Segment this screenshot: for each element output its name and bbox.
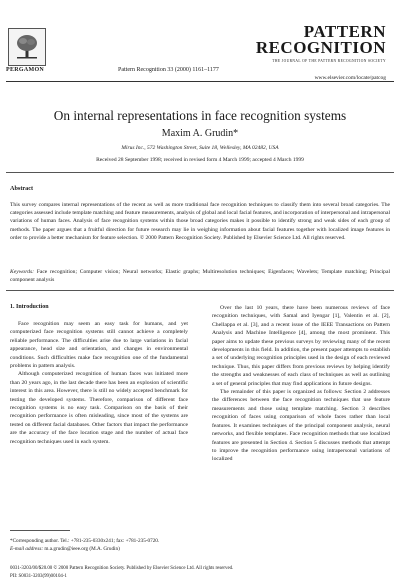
abstract-bottom-rule [6,290,394,291]
copyright-line: 0031-3203/00/$20.00 © 2000 Pattern Recognition Society. Published by Elsevier Science Ltd. All rights reserved. [10,566,234,571]
article-title: On internal representations in face recognition systems [53,108,347,123]
footnote-rule [10,530,70,531]
journal-title [256,24,386,56]
footnote-email[interactable]: m.a.grudin@ieee.org (M.A. Grudin) [44,546,120,552]
left-column [10,320,188,446]
author-affiliation: Mirus Inc., 572 Washington Street, Suite 18, Wellesley, MA 02482, USA [121,145,279,151]
pii-line: PII: S0031-3203(99)00104-1 [10,574,67,579]
journal-title-line1: PATTERN [303,22,386,41]
article-author: Maxim A. Grudin* [161,128,239,139]
publisher-logo [8,28,46,66]
tree-icon [15,33,39,59]
keywords-label: Keywords: [10,269,35,275]
footnote [10,537,188,553]
journal-url[interactable]: www.elsevier.com/locate/patcog [314,75,386,81]
received-dates: Received 28 September 1998; received in revised form 4 March 1999; accepted 4 March 1999 [96,157,304,163]
paragraph: Although computerized recognition of human faces was initiated more than 20 years ago, in the last decade there has been an explosion of scientific interest in this area. However, there is still no widely accepted benchmark for testing the developed systems. Therefore, comparison of different face recognition systems is no easy task. Comparison on the basis of their recognition performance is often misleading, since most of the systems are tested on different facial databases. Other factors that impact the performance are the accuracy of the face location stage and the number of actual face recognition techniques used in each system. [10,371,188,445]
abstract-heading: Abstract [10,185,34,192]
paragraph: Face recognition may seem an easy task for humans, and yet computerized face recognition systems still cannot achieve a completely reliable performance. The difficulties arise due to large variations in facial appearance, head size and orientation, and changes in environmental conditions. Such difficulties make face recognition one of the fundamental problems in pattern analysis. [10,321,188,370]
journal-subtitle: THE JOURNAL OF THE PATTERN RECOGNITION SOCIETY [272,59,386,63]
footnote-email-line [10,545,188,553]
paragraph: The remainder of this paper is organized as follows: Section 2 addresses the differences between the face recognition techniques that use feature measurements and those using template matching. Section 3 describes recognition of faces using comparison of whole faces rather than local features. It examines techniques of the principal component analysis, neural networks, and flexible templates. Face recognition methods that use localized features are presented in Section 4. Section 5 discusses methods that attempt to improve the recognition performance using intrapersonal variations of localized [212,389,390,463]
paragraph: Over the last 10 years, there have been numerous reviews of face recognition techniques, with Samal and Iyengar [1], Valentin et al. [2], Chellappa et al. [3], and a recent issue of the IEEE Transactions on Pattern Analysis and Machine Intelligence [4], among the most prominent. This paper aims to update these previous surveys by reviewing many of the recent developments in this field. In addition, the present paper attempts to establish a set of underlying recognition principles used in the design of each reviewed technique. Thus, this paper differs from previous reviews by helping identify the strengths and weaknesses of each class of techniques as well as outlining a set of general principles that may find applications in future designs. [212,305,390,387]
abstract-text: This survey compares internal representations of the recent as well as more traditional face recognition techniques to classify them into several broad categories. The categories assessed include template matching and feature measurements, analysis of global and local facial features, and incorporation of interpersonal and intrapersonal variations of human faces. Analysis of face recognition systems within those broad categories makes it possible to identify strong and weak sides of each group of methods. The paper argues that a fruitful direction for future research may lie in weighing information about facial features together with localized image features in order to provide a better mechanism for feature selection. © 2000 Pattern Recognition Society. Published by Elsevier Science Ltd. All rights reserved. [10,202,390,241]
journal-reference: Pattern Recognition 33 (2000) 1161–1177 [118,67,219,73]
publisher-name: PERGAMON [6,67,45,73]
section-title: 1. Introduction [10,304,49,310]
right-column [212,304,390,464]
abstract-top-rule [6,172,394,173]
keywords [10,268,390,284]
journal-title-line2: RECOGNITION [255,38,386,57]
header-rule [6,81,394,82]
keywords-list: Face recognition; Computer vision; Neural networks; Elastic graphs; Multiresolution techniques; Eigenfaces; Wavelets; Template matching; Principal component analysis [10,269,390,284]
footnote-correspondence: *Corresponding author. Tel.: +781-235-0330x241; fax: +781-235-0720. [10,538,160,544]
footnote-email-label: E-mail address: [10,546,44,552]
